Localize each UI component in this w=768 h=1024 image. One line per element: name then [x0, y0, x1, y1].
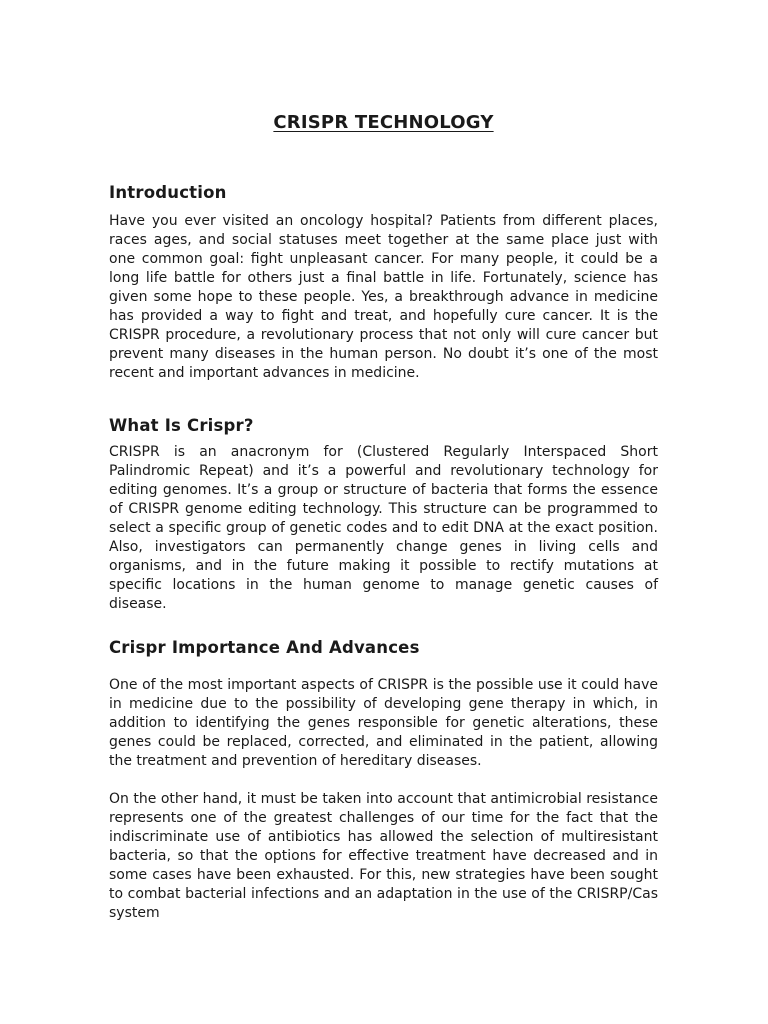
section-what-is-crispr [109, 416, 658, 614]
section-heading: Crispr Importance And Advances [109, 638, 420, 657]
paragraph: CRISPR is an anacronym for (Clustered Regularly Interspaced Short Palindromic Repeat) and it’s a powerful and revolutionary technology for editing genomes. It’s a group or structure of bacteria that forms the essence of CRISPR genome editing technology. This structure can be programmed to select a specific group of genetic codes and to edit DNA at the exact position. Also, investigators can permanently change genes in living cells and organisms, and in the future making it possible to rectify mutations at specific locations in the human genome to manage genetic causes of disease. [109, 444, 658, 612]
section-introduction [109, 183, 658, 383]
section-importance-and-advances [109, 638, 658, 923]
paragraph: One of the most important aspects of CRISPR is the possible use it could have in medicine due to the possibility of developing gene therapy in which, in addition to identifying the genes responsible for genetic alterations, these genes could be replaced, corrected, and eliminated in the patient, allowing the treatment and prevention of hereditary diseases. [109, 677, 658, 769]
section-heading: Introduction [109, 183, 227, 202]
document-title: CRISPR TECHNOLOGY [273, 112, 494, 133]
section-heading: What Is Crispr? [109, 416, 254, 435]
paragraph: On the other hand, it must be taken into account that antimicrobial resistance represents one of the greatest challenges of our time for the fact that the indiscriminate use of antibiotics has allowed the selection of multiresistant bacteria, so that the options for effective treatment have decreased and in some cases have been exhausted. For this, new strategies have been sought to combat bacterial infections and an adaptation in the use of the CRISRP/Cas system [109, 791, 658, 921]
paragraph: Have you ever visited an oncology hospital? Patients from different places, races ages, and social statuses meet together at the same place just with one common goal: fight unpleasant cancer. For many people, it could be a long life battle for others just a final battle in life. Fortunately, science has given some hope to these people. Yes, a breakthrough advance in medicine has provided a way to fight and treat, and hopefully cure cancer. It is the CRISPR procedure, a revolutionary process that not only will cure cancer but prevent many diseases in the human person. No doubt it’s one of the most recent and important advances in medicine. [109, 213, 658, 381]
